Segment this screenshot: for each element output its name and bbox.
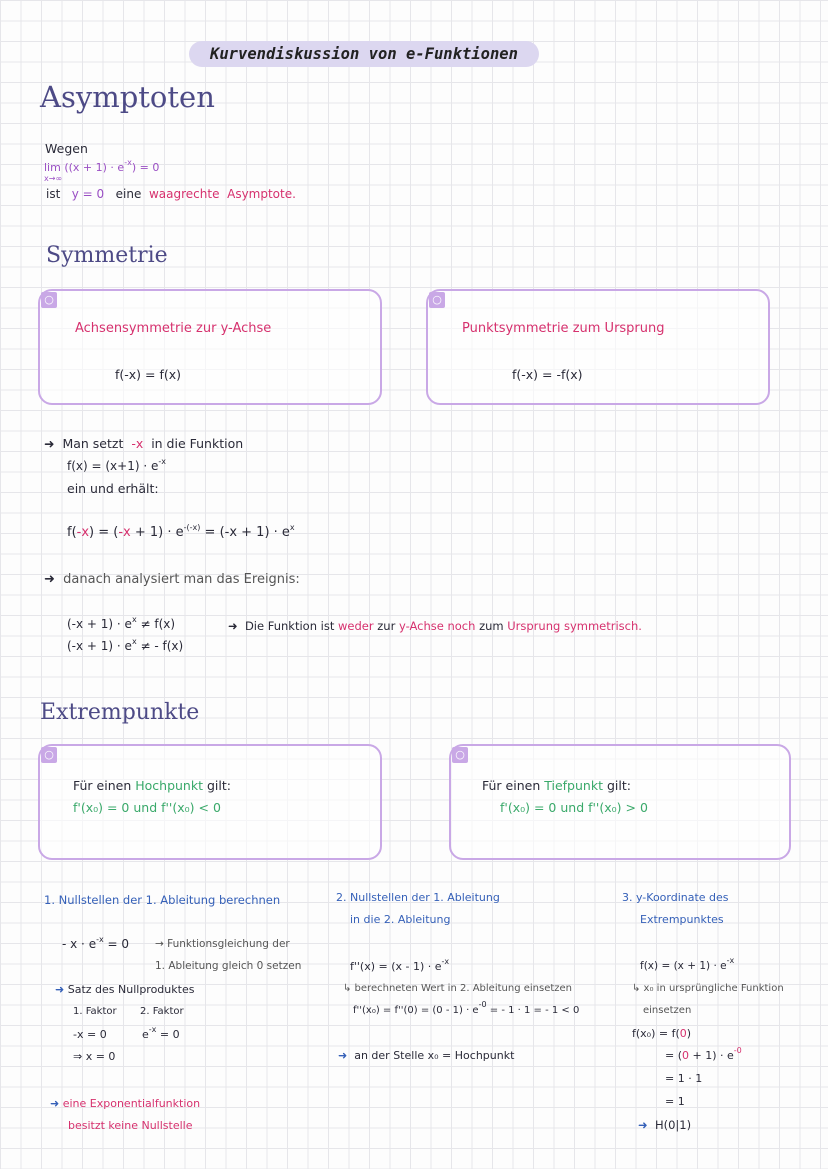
lightbulb-icon: ○ [429,292,445,308]
arrow-right-icon: ➜ [44,436,55,451]
danach-line: ➜ danach analysiert man das Ereignis: [44,572,300,587]
second-derivative: $f''(x) = (x - 1) \cdot e^{-x}$ [350,957,450,973]
lightbulb-icon: ○ [41,292,57,308]
symmetry-conclusion: ➜ Die Funktion ist weder zur y-Achse noch zum Ursprung symmetrisch. [228,619,642,633]
step1-note-2: 1. Ableitung gleich 0 setzen [155,960,302,972]
arrow-right-icon: ➜ [55,983,65,996]
arrow-right-icon: ➜ [228,619,238,633]
step1-heading: 1. Nullstellen der 1. Ableitung berechnen [44,893,281,907]
inequality-2: $(-x + 1) \cdot e^x$ ≠ - f(x) [67,637,184,653]
symmetrie-heading: Symmetrie [46,243,168,268]
step1-note-1: → Funktionsgleichung der [155,938,290,950]
hochpunkt-title: Für einen Hochpunkt gilt: [73,778,231,793]
f-neg-x-equation: $f(-x) = (-x + 1) \cdot e^{-(-x)} = (-x + 1) \cdot e^x$ [67,523,295,540]
axis-symmetry-box [38,289,382,405]
expo-note-2: besitzt keine Nullstelle [68,1119,193,1132]
satz-nullprodukt: ➜ Satz des Nullproduktes [55,983,195,996]
step3-line-2: = 1 · 1 [665,1072,703,1085]
step2-calculation: $f''(x_0) = f''(0) = (0 - 1) \cdot e^{-0}$ = - 1 · 1 = - 1 < 0 [353,1000,580,1016]
original-function: $f(x) = (x + 1) \cdot e^{-x}$ [640,956,735,972]
step2-heading-2: in die 2. Ableitung [350,913,451,926]
step3-line-1: = $(0 + 1) \cdot e^{-0}$ [665,1046,742,1062]
step2-note: ↳ berechneten Wert in 2. Ableitung einsetzen [343,983,573,994]
fx-definition: $f(x) = (x+1) \cdot e^{-x}$ [67,457,166,473]
extrempunkte-heading: Extrempunkte [40,700,200,725]
page-title: Kurvendiskussion von e-Funktionen [189,41,539,67]
step2-heading-1: 2. Nullstellen der 1. Ableitung [336,891,500,904]
point-symmetry-formula: f(-x) = -f(x) [512,367,583,382]
step3-note-1: ↳ x₀ in ursprüngliche Funktion [632,983,784,994]
step3-line-3: = 1 [665,1095,685,1108]
step3-heading-2: Extrempunktes [640,913,724,926]
asymptoten-heading: Asymptoten [40,80,215,114]
step3-note-2: einsetzen [643,1005,692,1016]
hochpunkt-result: ➜ H(0|1) [638,1118,692,1132]
point-symmetry-box [426,289,770,405]
lightbulb-icon: ○ [41,747,57,763]
arrow-right-icon: ➜ [338,1049,348,1062]
step2-result: ➜ an der Stelle x₀ = Hochpunkt [338,1049,515,1062]
step3-heading-1: 3. y-Koordinate des [622,891,729,904]
limit-subscript: x→∞ [44,174,63,183]
inequality-1: $(-x + 1) \cdot e^x \ne f(x)$ [67,615,176,631]
factor-1-label: 1. Faktor [73,1006,117,1017]
f-x0-line: f(x₀) = f(0) [632,1027,692,1040]
ein-und-erhaelt: ein und erhält: [67,481,159,496]
arrow-right-icon: ➜ [44,572,55,587]
wegen-text: Wegen [45,141,88,156]
arrow-right-icon: ➜ [50,1097,60,1110]
x-equals-zero: ⇒ x = 0 [73,1050,116,1063]
factor-2-label: 2. Faktor [140,1006,184,1017]
tiefpunkt-condition: f'(x₀) = 0 und f''(x₀) > 0 [500,800,648,815]
limit-expression: $\lim ((x + 1) \cdot e^{-x}) = 0$ [44,158,160,174]
tiefpunkt-title: Für einen Tiefpunkt gilt: [482,778,631,793]
factor-2-equation: $e^{-x} = 0$ [142,1025,180,1041]
asymptote-sentence: ist y = 0 eine waagrechte Asymptote. [46,187,296,201]
hochpunkt-condition: f'(x₀) = 0 und f''(x₀) < 0 [73,800,221,815]
expo-note-1: ➜ eine Exponentialfunktion [50,1097,201,1110]
axis-symmetry-title: Achsensymmetrie zur y-Achse [75,321,272,336]
step1-equation: - $x \cdot e^{-x} = 0$ [62,935,130,951]
factor-1-equation: -x = 0 [73,1028,107,1041]
arrow-right-icon: ➜ [638,1118,648,1132]
point-symmetry-title: Punktsymmetrie zum Ursprung [462,321,665,336]
man-setzt-line: ➜ Man setzt -x in die Funktion [44,436,244,451]
axis-symmetry-formula: f(-x) = f(x) [115,367,182,382]
lightbulb-icon: ○ [452,747,468,763]
